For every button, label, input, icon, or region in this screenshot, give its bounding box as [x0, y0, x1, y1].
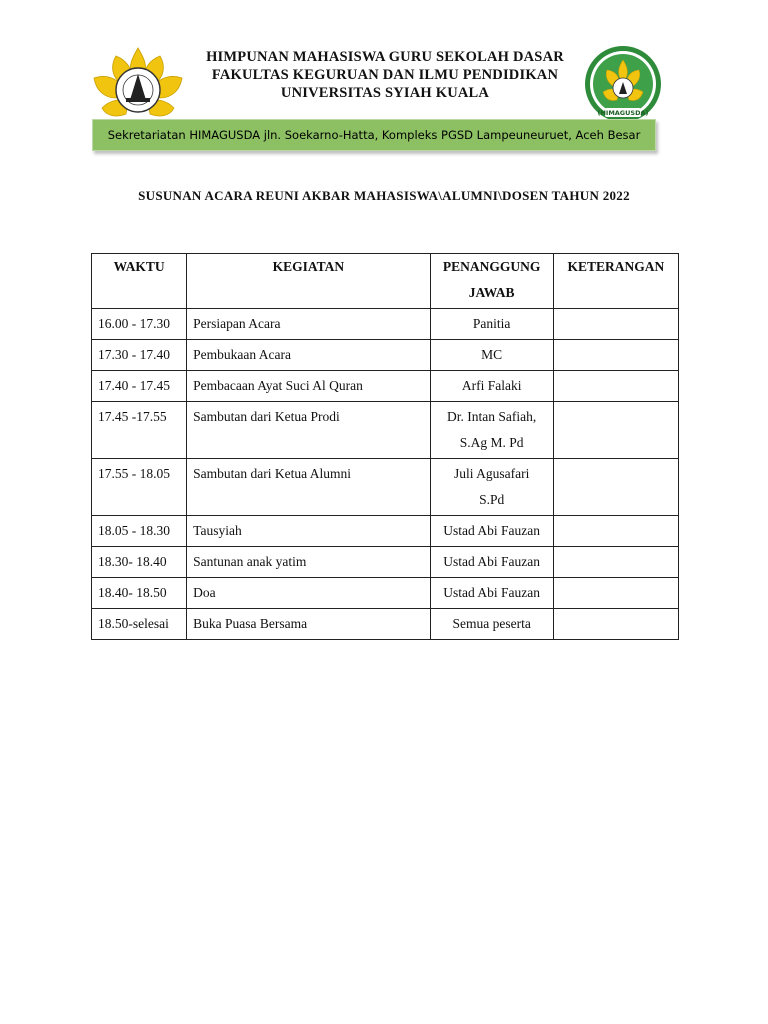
cell-kegiatan: Tausyiah — [187, 516, 430, 547]
cell-pj-line1: Panitia — [472, 316, 511, 331]
cell-kegiatan: Sambutan dari Ketua Prodi — [187, 402, 430, 459]
cell-kegiatan: Buka Puasa Bersama — [187, 609, 430, 640]
table-header-row — [92, 254, 679, 309]
cell-pj-line2: S.Ag M. Pd — [459, 435, 524, 450]
cell-pj-line1: Semua peserta — [452, 616, 531, 631]
cell-pj-line1: Arfi Falaki — [461, 378, 522, 393]
cell-keterangan — [553, 402, 678, 459]
col-kegiatan: KEGIATAN — [187, 254, 430, 309]
cell-waktu: 18.30- 18.40 — [92, 547, 187, 578]
table-row — [92, 609, 679, 640]
cell-waktu: 16.00 - 17.30 — [92, 309, 187, 340]
cell-keterangan — [553, 309, 678, 340]
cell-waktu: 17.40 - 17.45 — [92, 371, 187, 402]
cell-penanggung-jawab — [430, 578, 553, 609]
cell-kegiatan: Pembukaan Acara — [187, 340, 430, 371]
header-line-2: FAKULTAS KEGURUAN DAN ILMU PENDIDIKAN — [211, 67, 559, 83]
col-penanggung-jawab — [430, 254, 553, 309]
col-pj-line2: JAWAB — [468, 285, 515, 300]
cell-penanggung-jawab — [430, 402, 553, 459]
cell-waktu: 18.05 - 18.30 — [92, 516, 187, 547]
table-row — [92, 371, 679, 402]
himagusda-logo — [583, 44, 663, 126]
cell-waktu: 18.40- 18.50 — [92, 578, 187, 609]
cell-penanggung-jawab — [430, 609, 553, 640]
cell-penanggung-jawab — [430, 516, 553, 547]
schedule-table — [91, 253, 679, 640]
cell-pj-line1: Juli Agusafari — [453, 466, 530, 481]
table-row — [92, 340, 679, 371]
cell-waktu: 17.30 - 17.40 — [92, 340, 187, 371]
cell-keterangan — [553, 516, 678, 547]
cell-kegiatan: Santunan anak yatim — [187, 547, 430, 578]
header-line-1: HIMPUNAN MAHASISWA GURU SEKOLAH DASAR — [206, 49, 564, 65]
cell-penanggung-jawab — [430, 340, 553, 371]
col-keterangan: KETERANGAN — [553, 254, 678, 309]
cell-keterangan — [553, 371, 678, 402]
cell-keterangan — [553, 459, 678, 516]
table-row — [92, 309, 679, 340]
usk-logo — [88, 44, 188, 124]
cell-keterangan — [553, 547, 678, 578]
cell-pj-line1: Ustad Abi Fauzan — [443, 554, 541, 569]
himagusda-badge: (HIMAGUSDA) — [597, 109, 649, 117]
cell-waktu: 17.55 - 18.05 — [92, 459, 187, 516]
cell-penanggung-jawab — [430, 309, 553, 340]
cell-penanggung-jawab — [430, 547, 553, 578]
cell-penanggung-jawab — [430, 371, 553, 402]
table-row — [92, 402, 679, 459]
cell-pj-line1: Ustad Abi Fauzan — [443, 523, 541, 538]
cell-pj-line1: Ustad Abi Fauzan — [443, 585, 541, 600]
cell-pj-line2: S.Pd — [479, 492, 505, 507]
cell-waktu: 17.45 -17.55 — [92, 402, 187, 459]
address-bar — [92, 119, 656, 151]
cell-keterangan — [553, 340, 678, 371]
cell-pj-line1: Dr. Intan Safiah, — [447, 409, 537, 424]
cell-penanggung-jawab — [430, 459, 553, 516]
document-title: SUSUNAN ACARA REUNI AKBAR MAHASISWA\ALUMNI\DOSEN TAHUN 2022 — [138, 188, 630, 203]
letterhead-title — [180, 48, 590, 102]
table-row — [92, 459, 679, 516]
table-row — [92, 547, 679, 578]
cell-kegiatan: Sambutan dari Ketua Alumni — [187, 459, 430, 516]
col-pj-line1: PENANGGUNG — [442, 259, 541, 274]
cell-kegiatan: Pembacaan Ayat Suci Al Quran — [187, 371, 430, 402]
table-row — [92, 578, 679, 609]
col-waktu: WAKTU — [92, 254, 187, 309]
cell-waktu: 18.50-selesai — [92, 609, 187, 640]
cell-keterangan — [553, 609, 678, 640]
cell-pj-line1: MC — [481, 347, 503, 362]
header-line-3: UNIVERSITAS SYIAH KUALA — [280, 85, 490, 101]
address-text: Sekretariatan HIMAGUSDA jln. Soekarno-Hatta, Kompleks PGSD Lampeuneuruet, Aceh Besar — [107, 128, 641, 142]
cell-keterangan — [553, 578, 678, 609]
table-row — [92, 516, 679, 547]
cell-kegiatan: Persiapan Acara — [187, 309, 430, 340]
cell-kegiatan: Doa — [187, 578, 430, 609]
